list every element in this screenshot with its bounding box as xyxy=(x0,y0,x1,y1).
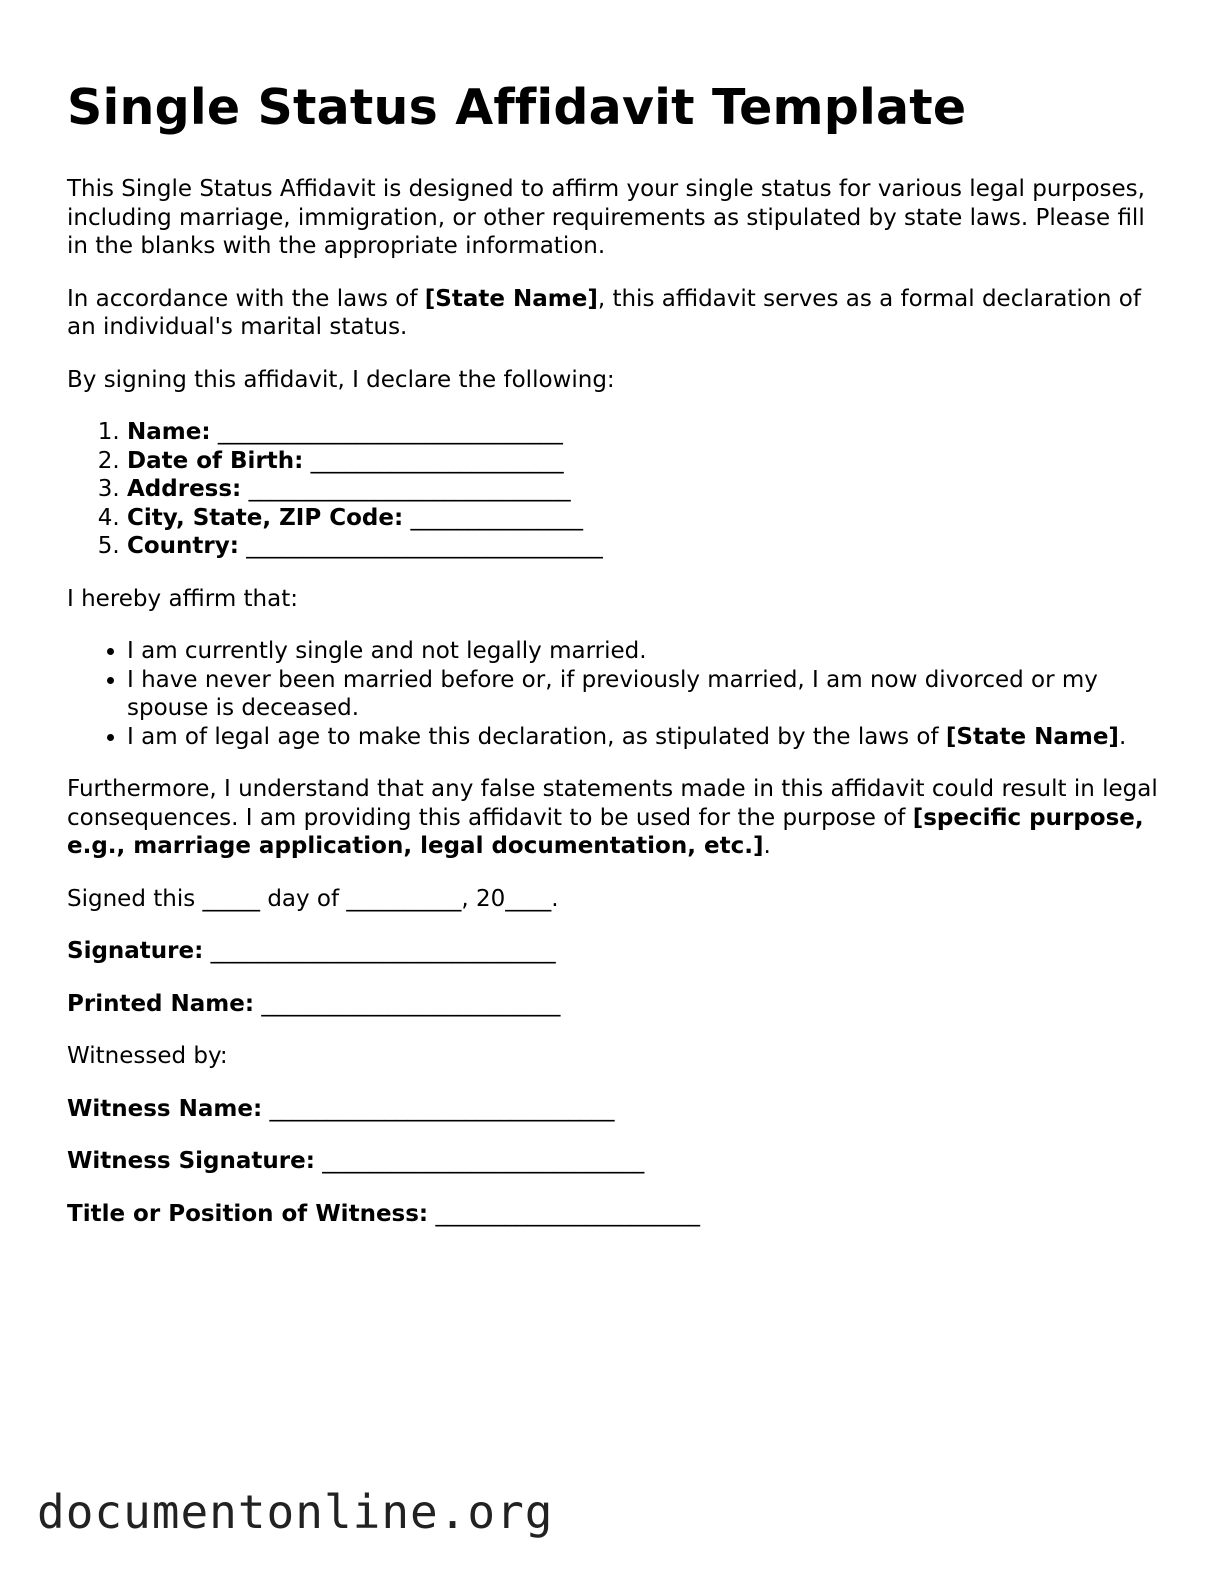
witnessed-by: Witnessed by: xyxy=(67,1043,228,1070)
printed-name-field xyxy=(67,990,1167,1019)
affirmations-list xyxy=(67,637,1167,751)
document-page xyxy=(67,80,1167,1252)
field-label: Name: xyxy=(127,419,211,446)
signature-label: Signature: xyxy=(67,938,204,965)
field-label: Date of Birth: xyxy=(127,447,304,474)
accordance-prefix: In accordance with the laws of xyxy=(67,285,425,312)
witness-name-field xyxy=(67,1095,1167,1124)
affirmation-text: I am of legal age to make this declaration, as stipulated by the laws of xyxy=(127,723,946,750)
witness-title-label: Title or Position of Witness: xyxy=(67,1200,429,1227)
declaration-fields-list xyxy=(67,418,1167,561)
furthermore-prefix: Furthermore, I understand that any false statements made in this affidavit could result in legal consequences. I am providing this affidavit to be used for the purpose of xyxy=(67,776,1158,831)
witness-title-field xyxy=(67,1200,1167,1229)
affirmation-item: • I have never been married before or, if previously married, I am now divorced or my spouse is deceased. xyxy=(127,666,1167,723)
witness-name-label: Witness Name: xyxy=(67,1095,263,1122)
affirmation-item xyxy=(127,723,1167,752)
affirm-intro: I hereby affirm that: xyxy=(67,585,298,612)
furthermore-paragraph xyxy=(67,775,1167,861)
page-title: Single Status Affidavit Template xyxy=(67,79,967,136)
fill-blank[interactable]: _______________ xyxy=(410,504,583,531)
witness-title-blank[interactable]: _______________________ xyxy=(435,1200,700,1227)
watermark-text: documentonline.org xyxy=(37,1485,554,1539)
signature-blank[interactable]: ______________________________ xyxy=(210,938,556,965)
signed-date-line[interactable]: Signed this _____ day of __________, 20____. xyxy=(67,885,559,912)
signature-field xyxy=(67,937,1167,966)
witness-signature-field xyxy=(67,1147,1167,1176)
field-date-of-birth xyxy=(127,447,1167,476)
state-name-placeholder: [State Name] xyxy=(945,723,1119,750)
affirmation-suffix: . xyxy=(1118,723,1127,750)
witness-signature-label: Witness Signature: xyxy=(67,1148,315,1175)
accordance-paragraph xyxy=(67,285,1167,342)
field-label: Address: xyxy=(127,476,242,503)
witness-signature-blank[interactable]: ____________________________ xyxy=(322,1148,645,1175)
printed-name-label: Printed Name: xyxy=(67,990,255,1017)
field-label: Country: xyxy=(127,533,239,560)
state-name-placeholder: [State Name] xyxy=(424,285,598,312)
intro-paragraph: This Single Status Affidavit is designed to affirm your single status for various legal purposes, including marriage, immigration, or other requirements as stipulated by state laws. Please fill in the blanks with the appropriate information. xyxy=(67,176,1145,260)
field-country xyxy=(127,532,1167,561)
field-address xyxy=(127,475,1167,504)
furthermore-suffix: . xyxy=(763,833,771,860)
purpose-placeholder: [specific purpose, e.g., marriage application, legal documentation, etc.] xyxy=(67,804,1144,860)
fill-blank[interactable]: ______________________________ xyxy=(217,419,563,446)
declare-intro: By signing this affidavit, I declare the following: xyxy=(67,366,615,393)
fill-blank[interactable]: ____________________________ xyxy=(248,476,571,503)
witness-name-blank[interactable]: ______________________________ xyxy=(269,1095,615,1122)
printed-name-blank[interactable]: __________________________ xyxy=(261,990,561,1017)
affirmation-item: • I am currently single and not legally married. xyxy=(127,637,1167,666)
field-name xyxy=(127,418,1167,447)
field-label: City, State, ZIP Code: xyxy=(127,504,404,531)
fill-blank[interactable]: _______________________________ xyxy=(246,533,603,560)
field-city-state-zip xyxy=(127,504,1167,533)
fill-blank[interactable]: ______________________ xyxy=(310,447,564,474)
accordance-suffix: , this affidavit serves as a formal declaration of an individual's marital status. xyxy=(67,285,1141,341)
